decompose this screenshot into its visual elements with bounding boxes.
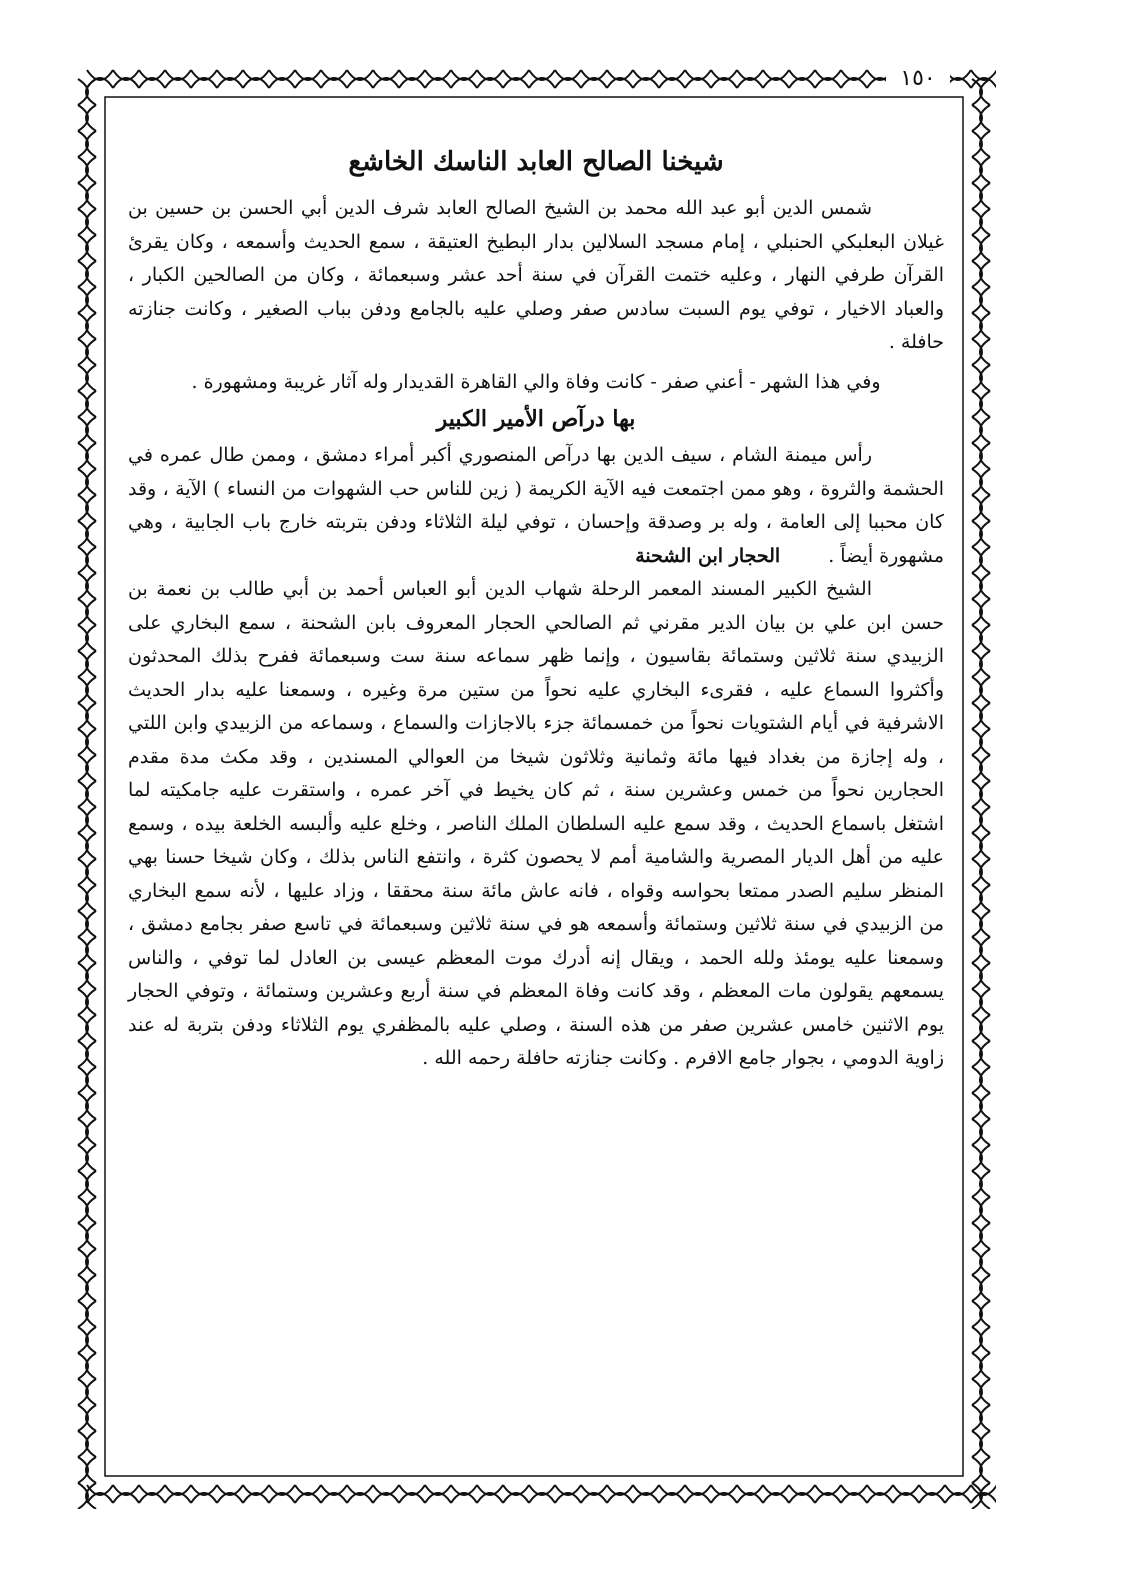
section-body-1: شمس الدين أبو عبد الله محمد بن الشيخ الصالح العابد شرف الدين أبي الحسن بن حسين بن غيلان البعلبكي الحنبلي ، إمام مسجد السلالين بدار البطيخ العتيقة ، سمع الحديث وأسمعه ، وكان يقرئ القرآن طرفي النهار ، وعليه ختمت القرآن في سنة أحد عشر وسبعمائة ، وكان من الصالحين الكبار ، والعباد الاخيار ، توفي يوم السبت سادس صفر وصلي عليه بالجامع ودفن بباب الصغير ، وكانت جنازته حافلة . bbox=[128, 197, 944, 353]
section-heading-2: بها درآص الأمير الكبير bbox=[436, 406, 636, 432]
page-text bbox=[128, 136, 944, 1436]
section-body-2 bbox=[128, 439, 944, 573]
section-body-3: الشيخ الكبير المسند المعمر الرحلة شهاب الدين أبو العباس أحمد بن أبي طالب بن نعمة بن حسن ابن علي بن بيان الدير مقرني ثم الصالحي الحجار المعروف بابن الشحنة ، سمع البخاري على الزبيدي سنة ثلاثين وستمائة بقاسيون ، وإنما ظهر سماعه سنة ست وسبعمائة ففرح بذلك المحدثون وأكثروا السماع عليه ، فقرىء البخاري عليه نحواً من ستين مرة وغيره ، وسمعنا عليه بدار الحديث الاشرفية في أيام الشتويات نحواً من خمسمائة جزء بالاجازات والسماع ، وسماعه من الزبيدي وابن اللتي ، وله إجازة من بغداد فيها مائة وثمانية وثلاثون شيخا من العوالي المسندين ، وقد مكث مدة مقدم الحجارين نحواً من خمس وعشرين سنة ، ثم كان يخيط في آخر عمره ، واستقرت عليه جامكيته لما اشتغل باسماع الحديث ، وقد سمع عليه السلطان الملك الناصر ، وخلع عليه وألبسه الخلعة بيده ، وسمع عليه من أهل الديار المصرية والشامية أمم لا يحصون كثرة ، وانتفع الناس بذلك ، وكان شيخا حسنا بهي المنظر سليم الصدر ممتعا بحواسه وقواه ، فانه عاش مائة سنة محققا ، وزاد عليها ، لأنه سمع البخاري من الزبيدي في سنة ثلاثين وستمائة وأسمعه هو في سنة ثلاثين وسبعمائة في تاسع صفر بجامع دمشق ، وسمعنا عليه يومئذ ولله الحمد ، ويقال إنه أدرك موت المعظم عيسى بن العادل لما توفي ، والناس يسمعهم يقولون مات المعظم ، وقد كانت وفاة المعظم في سنة أربع وعشرين وستمائة ، وتوفي الحجار يوم الاثنين خامس عشرين صفر من هذه السنة ، وصلي عليه بالمظفري يوم الثلاثاء ودفن بتربة له عند زاوية الدومي ، بجوار جامع الافرم . وكانت جنازته حافلة رحمه الله . bbox=[128, 578, 944, 1069]
inline-heading: الحجار ابن الشحنة bbox=[635, 544, 781, 567]
standalone-line: وفي هذا الشهر - أعني صفر - كانت وفاة والي القاهرة القديدار وله آثار غريبة ومشهورة . bbox=[191, 370, 881, 393]
section-body-2-text: رأس ميمنة الشام ، سيف الدين بها درآص المنصوري أكبر أمراء دمشق ، وممن طال عمره في الحشمة والثروة ، وهو ممن اجتمعت فيه الآية الكريمة ( زين للناس حب الشهوات من النساء ) الآية ، وقد كان محببا إلى العامة ، وله بر وصدقة وإحسان ، توفي ليلة الثلاثاء ودفن بتربته خارج باب الجابية ، وهي مشهورة أيضاً . bbox=[128, 444, 944, 567]
section-heading-1: شيخنا الصالح العابد الناسك الخاشع bbox=[348, 147, 724, 177]
page-number: ١٥٠ bbox=[886, 64, 950, 94]
